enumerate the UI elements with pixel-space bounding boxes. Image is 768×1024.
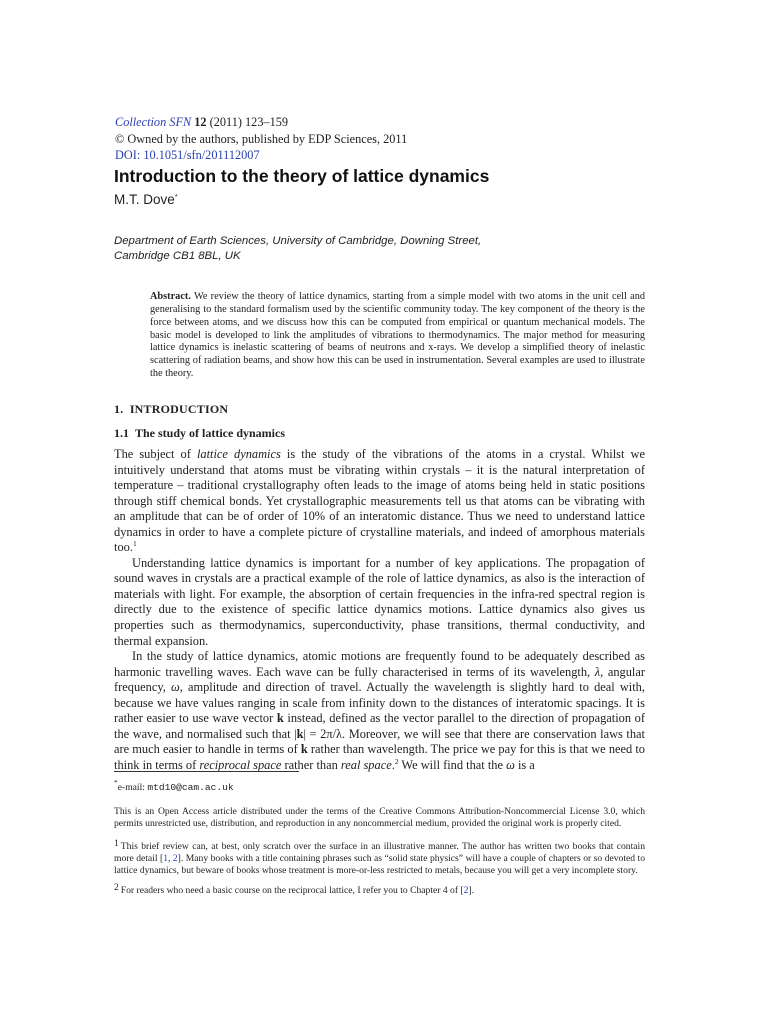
emphasis: real space: [340, 757, 392, 772]
email-footnote: [114, 778, 234, 793]
paragraph-text: The subject of: [114, 447, 197, 461]
journal-volume: 12: [194, 115, 207, 129]
license-note: This is an Open Access article distributed under the terms of the Creative Commons Attribution-Noncommercial License 3.0, which permits unrestricted use, distribution, and reproduction in any noncommercial medium, provided the original work is properly cited.: [114, 806, 645, 829]
footnote-2: [114, 882, 645, 897]
footnote-mark: 2: [114, 882, 119, 893]
section-heading: [114, 402, 228, 417]
doi-line: [115, 147, 655, 164]
paragraph-text: .: [391, 757, 395, 772]
footnote-text: This brief review can, at best, only scratch over the surface in an illustrative manner. The author has written two books that contain more detail [: [114, 841, 645, 864]
author-line: [114, 192, 178, 207]
abstract-label: Abstract.: [150, 291, 191, 302]
copyright-line: © Owned by the authors, published by EDP Sciences, 2011: [115, 131, 408, 146]
citation-link[interactable]: 2: [172, 852, 178, 864]
paragraph-2: Understanding lattice dynamics is important for a number of key applications. The propagation of sound waves in crystals are a practical example of the role of lattice dynamics, as also is the interaction of materials with light. For example, the absorption of certain frequencies in the infra-red spectral region is directly due to the existence of specific lattice dynamics motions. Lattice dynamics also gives us properties such as thermodynamics, superconductivity, phase transitions, thermal conductivity, and thermal expansion.: [114, 555, 645, 648]
paragraph-text: In the study of lattice dynamics, atomic motions are frequently found to be adequately described as harmonic travelling waves. Each wave can be fully characterised in terms of its wavelength,: [114, 649, 645, 679]
footnote-ref-2[interactable]: 2: [394, 756, 399, 766]
paragraph-text: , angular frequency,: [114, 664, 645, 695]
math-omega: ω: [506, 757, 515, 772]
abstract-text: We review the theory of lattice dynamics, starting from a simple model with two atoms in the unit cell and generalising to the standard formalism used by the scientific community today. The key component of the theory is the force between atoms, and we discuss how this can be computed from empirical or quantum mechanical models. The basic model is developed to link the amplitudes of vibrations to thermodynamics. The major method for measuring lattice dynamics is inelastic scattering of beams of neutrons and x-rays. We develop a simplified theory of inelastic scattering of radiation beams, and show how this can be used in instrumentation. Several examples are used to illustrate the theory.: [150, 291, 645, 380]
email-link[interactable]: mtd10@cam.ac.uk: [147, 782, 234, 793]
subsection-title: The study of lattice dynamics: [135, 426, 285, 440]
affiliation-line-2: Cambridge CB1 8BL, UK: [114, 250, 241, 262]
paragraph-text: rather than wavelength. The price we pay for this is that we need to think in terms of: [114, 742, 645, 772]
journal-header: [115, 114, 655, 164]
subsection-number: 1.1: [114, 426, 129, 440]
section-title: INTRODUCTION: [129, 402, 229, 416]
body-text: [114, 447, 645, 773]
author-footnote-mark[interactable]: *: [174, 192, 178, 201]
emphasis: lattice dynamics: [196, 447, 281, 461]
affiliation: [114, 234, 654, 264]
math-k: k: [276, 711, 284, 726]
footnote-text: For readers who need a basic course on the reciprocal lattice, I refer you to Chapter 4 of [: [120, 885, 464, 896]
subsection-heading: [114, 426, 285, 441]
paragraph-text: , amplitude and direction of travel. Actually the wavelength is slightly hard to deal with, because we have values ranging in scale from infinity down to the distances of interatomic spacings. It is rather easier to use wave vector: [114, 680, 645, 726]
paragraph-text: is the study of the vibrations of the atoms in a crystal. Whilst we intuitively understand that atoms must be vibrating within crystals – it is the natural interpretation of temperature – traditional crystallography often leads to the image of atoms being held in static positions through stiff chemical bonds. Yet crystallographic measurements tell us that atoms can be vibrating with an amplitude that can be of order of 10% of an interatomic distance. Thus we need to understand lattice dynamics in order to have a complete picture of crystalline materials, and indeed of amorphous materials too.: [114, 447, 645, 555]
math-k: k: [300, 742, 308, 757]
paragraph-text: instead, defined as the vector parallel to the direction of propagation of the wave, and normalised such that |: [114, 711, 645, 741]
paragraph-1: [114, 447, 645, 556]
doi-link[interactable]: 10.1051/sfn/201112007: [143, 148, 260, 162]
footnote-mark: *: [114, 778, 118, 787]
paragraph-text: is a: [514, 757, 535, 772]
math-omega: ω: [170, 680, 180, 695]
citation-link[interactable]: 1: [163, 852, 168, 864]
citation-link[interactable]: 2: [463, 885, 469, 896]
paper-title: Introduction to the theory of lattice dynamics: [114, 166, 490, 186]
affiliation-line-1: Department of Earth Sciences, University of Cambridge, Downing Street,: [114, 235, 482, 247]
math-lambda: λ: [594, 664, 601, 679]
paragraph-text: | = 2π/λ. Moreover, we will see that there are conservation laws that are much easier to handle in terms of: [114, 726, 646, 757]
journal-year-pages: (2011) 123–159: [209, 115, 289, 129]
footnote-ref-1[interactable]: 1: [132, 539, 137, 549]
footnote-text: ,: [167, 852, 173, 864]
footnote-1: [114, 838, 645, 876]
paragraph-text: rather than: [281, 757, 341, 772]
section-number: 1.: [114, 402, 124, 416]
paragraph-3: [114, 649, 645, 773]
doi-label: DOI:: [115, 148, 141, 162]
math-k: k: [296, 726, 304, 741]
journal-name-link[interactable]: Collection SFN: [115, 115, 192, 129]
email-label: e-mail:: [117, 782, 148, 793]
author-name: M.T. Dove: [114, 192, 175, 207]
abstract: [150, 291, 645, 381]
journal-citation: [115, 114, 655, 131]
footnote-text: ].: [468, 885, 475, 896]
paragraph-text: We will find that the: [398, 757, 507, 772]
footnote-divider: [114, 771, 299, 772]
emphasis: reciprocal space: [199, 757, 282, 772]
footnote-text: ]. Many books with a title containing phrases such as “solid state physics” will have a couple of chapters or so devoted to lattice dynamics, but beware of books whose treatment is more-or-less restricted to metals, because you will get a very incomplete story.: [114, 852, 646, 876]
footnote-mark: 1: [114, 838, 119, 849]
